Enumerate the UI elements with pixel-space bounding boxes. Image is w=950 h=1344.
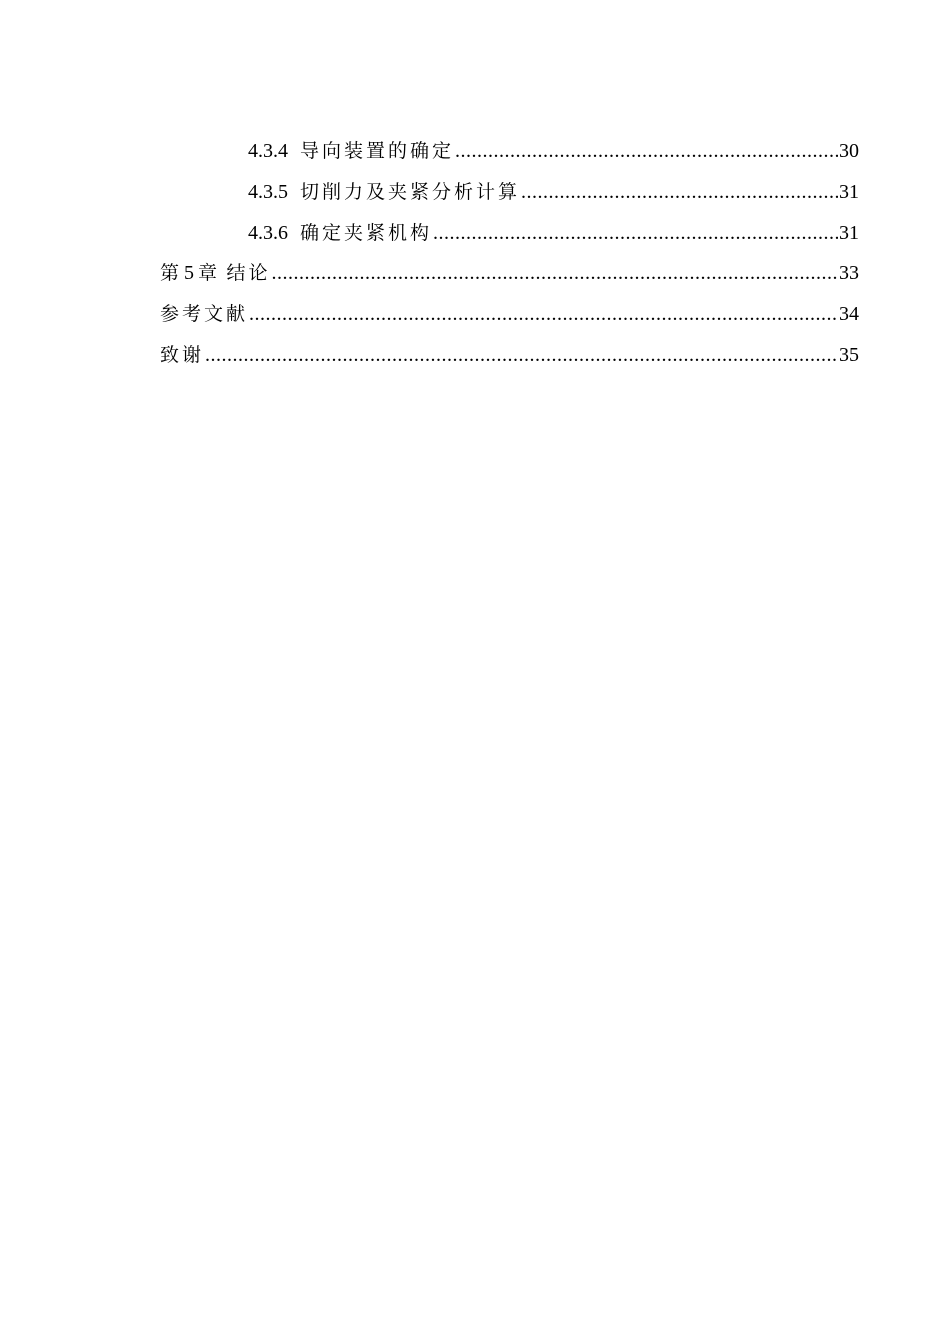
toc-entry-title: 致谢: [160, 343, 205, 366]
toc-dot-leader: [249, 299, 838, 329]
toc-entry-title: 参考文献: [160, 303, 249, 326]
toc-entry-title: 切削力及夹紧分析计算: [300, 180, 521, 203]
toc-chapter-prefix: 第: [160, 262, 183, 285]
toc-chapter-suffix: 章: [198, 262, 221, 285]
toc-entry-title: 确定夹紧机构: [300, 221, 433, 244]
toc-entry-number: 4.3.6: [248, 221, 288, 244]
table-of-contents: [160, 136, 859, 381]
toc-entry-4-3-6[interactable]: [160, 218, 859, 259]
toc-entry-page: 31: [839, 221, 859, 244]
toc-dot-leader: [271, 258, 838, 288]
toc-entry-page: 34: [839, 303, 859, 326]
toc-entry-acknowledgements[interactable]: [160, 340, 859, 381]
toc-entry-4-3-4[interactable]: [160, 136, 859, 177]
toc-entry-page: 35: [839, 343, 859, 366]
toc-entry-4-3-5[interactable]: [160, 177, 859, 218]
toc-chapter-label: [160, 258, 220, 288]
toc-entry-page: 33: [839, 262, 859, 285]
toc-entry-number: 4.3.4: [248, 140, 288, 162]
toc-entry-title: 结论: [226, 262, 271, 285]
toc-chapter-number: 5: [184, 262, 195, 285]
toc-dot-leader: [433, 218, 838, 248]
toc-dot-leader: [521, 177, 838, 207]
toc-entry-references[interactable]: [160, 299, 859, 340]
toc-entry-page: 30: [839, 140, 859, 162]
toc-dot-leader: [455, 136, 838, 166]
toc-entry-title: 导向装置的确定: [300, 140, 455, 162]
toc-entry-page: 31: [839, 180, 859, 203]
toc-entry-number: 4.3.5: [248, 180, 288, 203]
toc-dot-leader: [205, 340, 838, 370]
toc-entry-chapter-5[interactable]: [160, 258, 859, 299]
